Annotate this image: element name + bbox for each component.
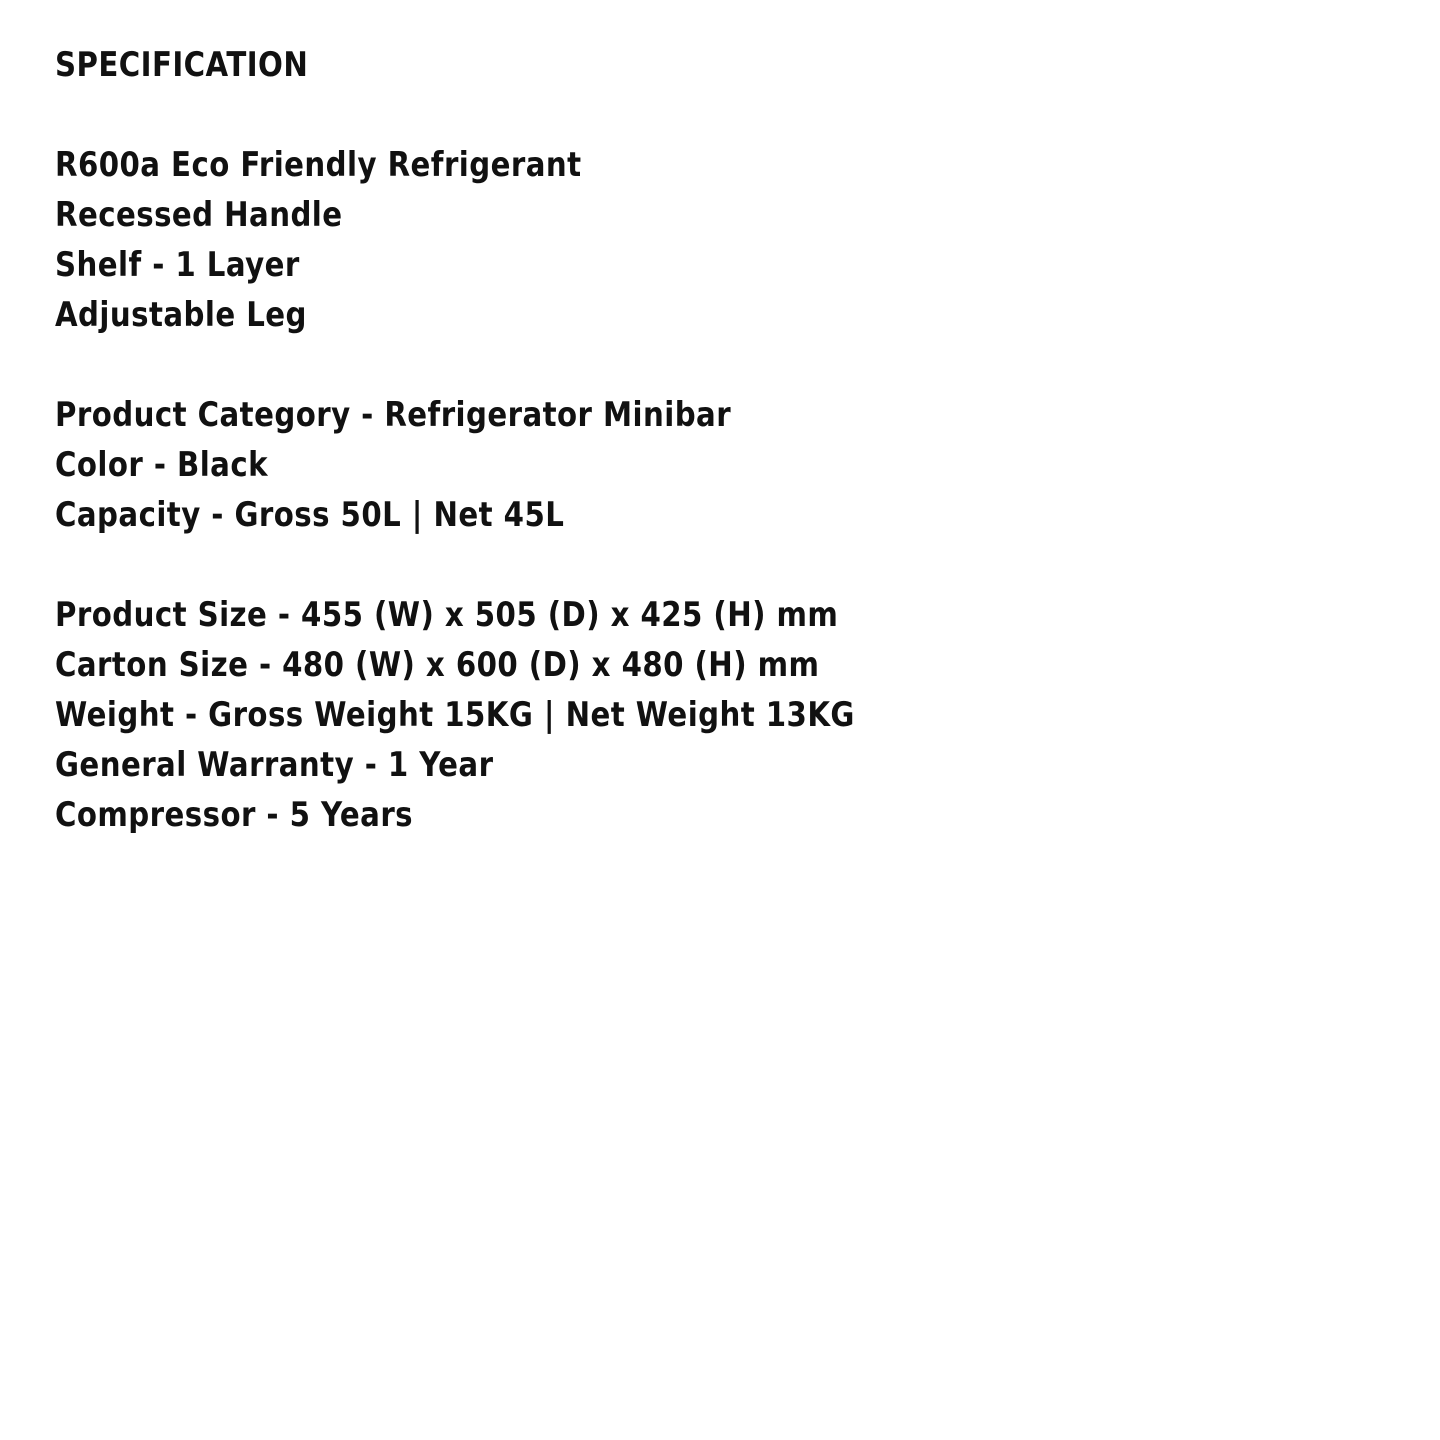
feature-refrigerant: R600a Eco Friendly Refrigerant	[55, 145, 582, 185]
product-size: Product Size - 455 (W) x 505 (D) x 425 (H) mm	[55, 595, 839, 635]
page-title: SPECIFICATION	[55, 45, 309, 85]
section-spacer	[55, 340, 1173, 390]
product-weight: Weight - Gross Weight 15KG | Net Weight 13KG	[55, 695, 855, 735]
section-spacer	[55, 540, 1173, 590]
feature-shelf: Shelf - 1 Layer	[55, 245, 300, 285]
section-spacer	[55, 90, 1173, 140]
feature-leg: Adjustable Leg	[55, 295, 307, 335]
product-color: Color - Black	[55, 445, 268, 485]
product-info-section	[55, 390, 1173, 540]
dimensions-warranty-section	[55, 590, 1173, 840]
specification-document	[55, 40, 1173, 840]
product-capacity: Capacity - Gross 50L | Net 45L	[55, 495, 565, 535]
compressor-warranty: Compressor - 5 Years	[55, 795, 414, 835]
carton-size: Carton Size - 480 (W) x 600 (D) x 480 (H) mm	[55, 645, 820, 685]
features-section	[55, 140, 1173, 340]
product-category: Product Category - Refrigerator Minibar	[55, 395, 732, 435]
feature-handle: Recessed Handle	[55, 195, 343, 235]
general-warranty: General Warranty - 1 Year	[55, 745, 494, 785]
